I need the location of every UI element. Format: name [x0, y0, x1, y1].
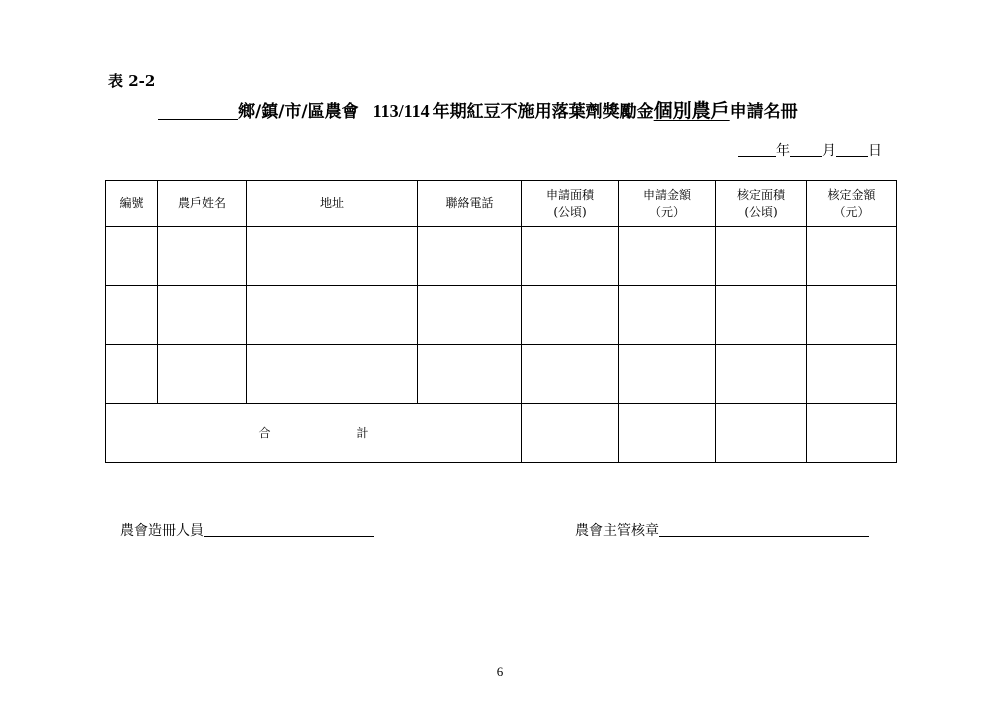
total-cell[interactable] [807, 404, 897, 463]
table-label: 表 2-2 [108, 72, 156, 90]
table-cell[interactable] [158, 227, 247, 286]
title-blank-field[interactable] [158, 101, 238, 120]
registrar-label: 農會造冊人員 [120, 523, 204, 539]
date-line [738, 140, 882, 160]
month-label: 月 [822, 143, 836, 159]
title-part1: 鄉/鎮/市/區農會 [238, 102, 359, 122]
header-cell: 聯絡電話 [418, 181, 522, 227]
year-label: 年 [776, 143, 790, 159]
table-cell[interactable] [247, 286, 418, 345]
month-blank-field[interactable] [790, 142, 822, 157]
header-cell: 編號 [106, 181, 158, 227]
table-cell[interactable] [418, 286, 522, 345]
title-part2: 年期紅豆不施用落葉劑獎勵金 [432, 102, 654, 122]
register-table [105, 180, 897, 463]
total-cell[interactable] [619, 404, 716, 463]
total-row [106, 404, 897, 463]
table-header-row [106, 181, 897, 227]
total-cell[interactable] [522, 404, 619, 463]
header-cell: 核定金額 （元） [807, 181, 897, 227]
table-cell[interactable] [247, 345, 418, 404]
table-cell[interactable] [418, 227, 522, 286]
table-cell[interactable] [619, 227, 716, 286]
table-cell[interactable] [418, 345, 522, 404]
title-period-number: 113/114 [372, 101, 430, 121]
total-label-cell: 合 計 [106, 404, 522, 463]
table-cell[interactable] [619, 345, 716, 404]
table-cell[interactable] [716, 227, 807, 286]
table-cell[interactable] [522, 345, 619, 404]
table-cell[interactable] [158, 345, 247, 404]
table-row [106, 345, 897, 404]
page-number: 6 [496, 664, 504, 679]
day-blank-field[interactable] [836, 142, 868, 157]
registrar-signature-line[interactable] [204, 520, 374, 537]
table-cell[interactable] [807, 345, 897, 404]
table-cell[interactable] [807, 227, 897, 286]
supervisor-label: 農會主管核章 [575, 523, 659, 539]
table-row [106, 286, 897, 345]
document-title [158, 96, 798, 123]
title-part3: 申請名冊 [729, 102, 798, 122]
supervisor-signature [575, 520, 869, 540]
table-cell[interactable] [106, 286, 158, 345]
title-emphasis: 個別農戶 [653, 100, 730, 122]
table-cell[interactable] [619, 286, 716, 345]
header-cell: 核定面積 (公頃) [716, 181, 807, 227]
year-blank-field[interactable] [738, 142, 776, 157]
table-cell[interactable] [522, 227, 619, 286]
header-cell: 地址 [247, 181, 418, 227]
table-cell[interactable] [158, 286, 247, 345]
header-cell: 申請面積 (公頃) [522, 181, 619, 227]
registrar-signature [120, 520, 374, 540]
table-cell[interactable] [247, 227, 418, 286]
day-label: 日 [868, 143, 882, 159]
header-cell: 申請金額 （元） [619, 181, 716, 227]
table-cell[interactable] [716, 345, 807, 404]
header-cell: 農戶姓名 [158, 181, 247, 227]
supervisor-signature-line[interactable] [659, 520, 869, 537]
table-cell[interactable] [522, 286, 619, 345]
table-row [106, 227, 897, 286]
total-cell[interactable] [716, 404, 807, 463]
table-cell[interactable] [106, 345, 158, 404]
table-cell[interactable] [106, 227, 158, 286]
table-cell[interactable] [807, 286, 897, 345]
table-cell[interactable] [716, 286, 807, 345]
